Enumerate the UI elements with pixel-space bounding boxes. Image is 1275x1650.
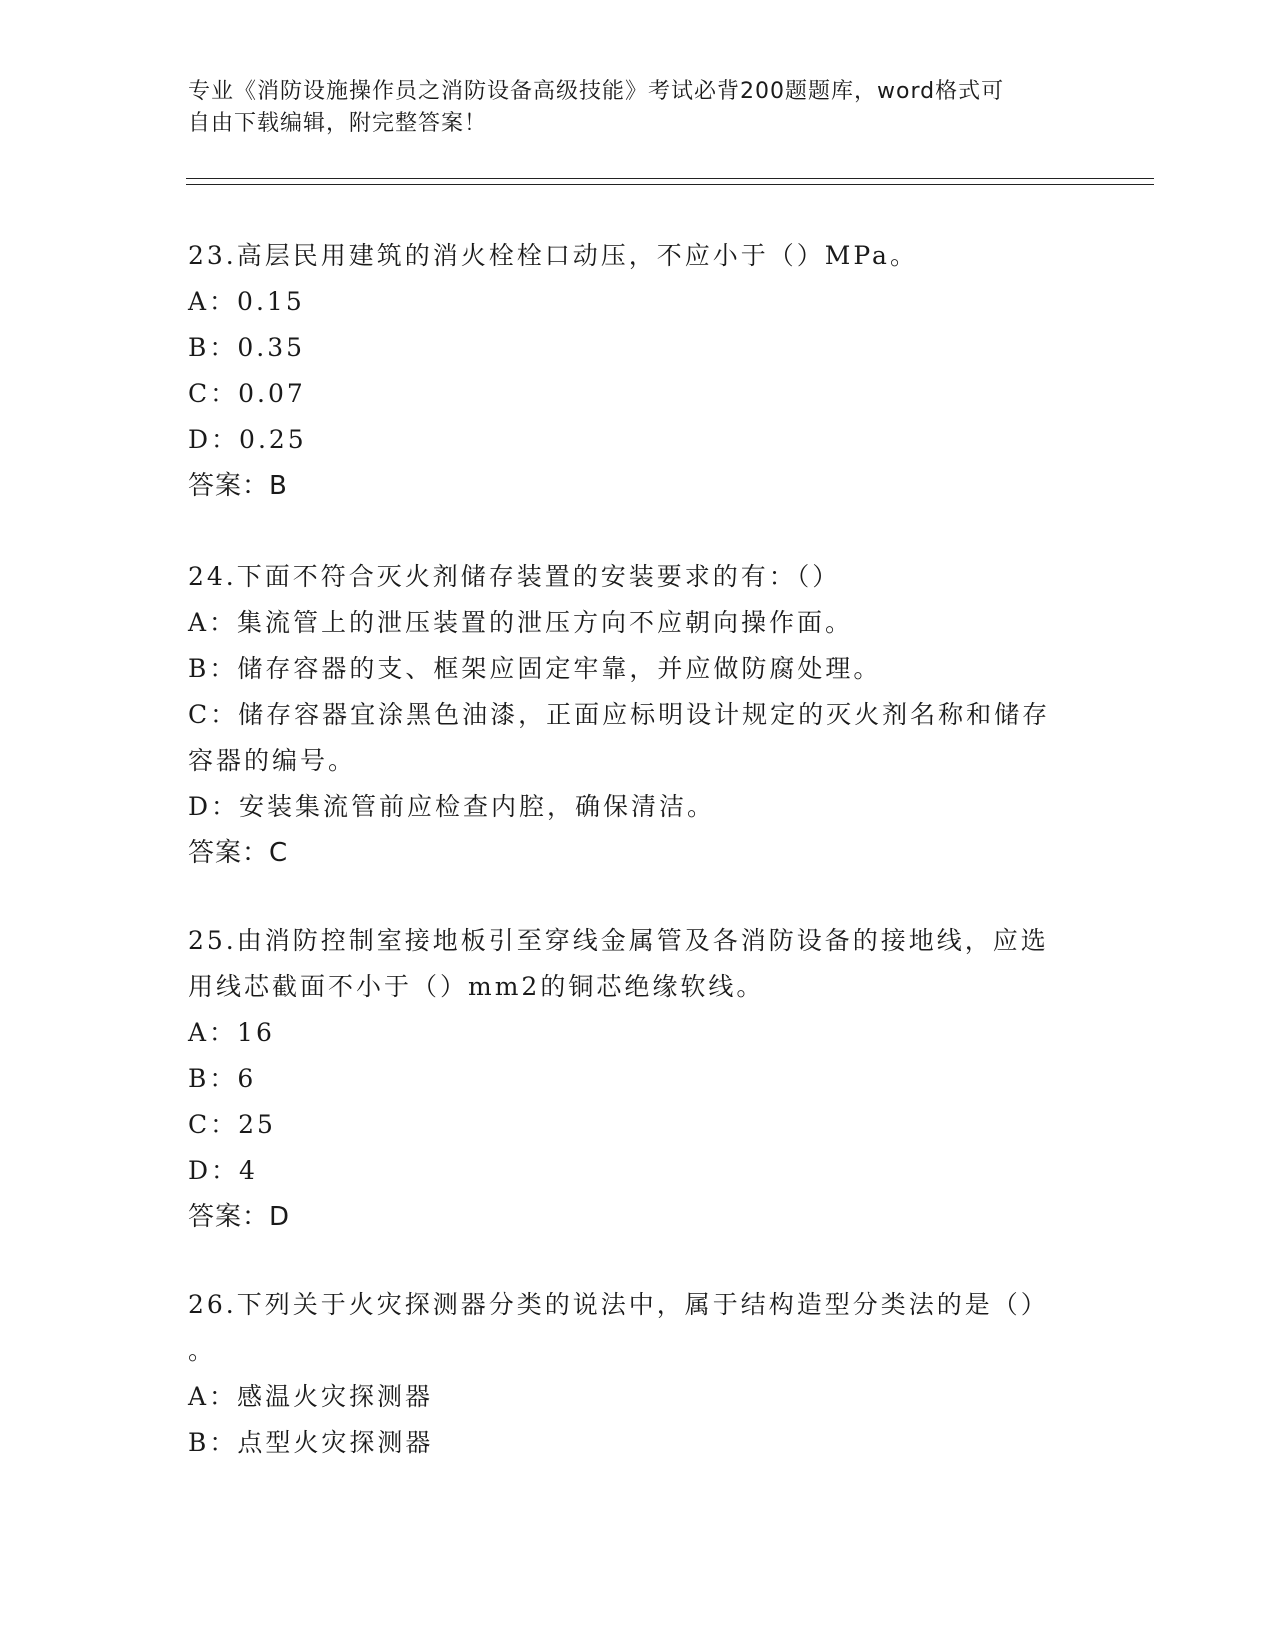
option-c: C：25 (188, 1110, 276, 1139)
option-c: C：储存容器宜涂黑色油漆，正面应标明设计规定的灭火剂名称和储存 (188, 700, 1051, 729)
answer-line: 答案：B (188, 471, 288, 501)
question-stem-continued: 。 (188, 1336, 217, 1365)
question-stem: 25.由消防控制室接地板引至穿线金属管及各消防设备的接地线，应选 (188, 926, 1049, 955)
option-b: B：点型火灾探测器 (188, 1428, 434, 1457)
answer-line: 答案：D (188, 1202, 291, 1232)
question-stem: 26.下列关于火灾探测器分类的说法中，属于结构造型分类法的是（） (188, 1290, 1049, 1319)
option-c: C：0.07 (188, 379, 306, 408)
question-24 (188, 554, 1088, 876)
question-stem: 24.下面不符合灭火剂储存装置的安装要求的有：（） (188, 562, 841, 591)
question-stem: 23.高层民用建筑的消火栓栓口动压，不应小于（）MPa。 (188, 241, 918, 270)
question-stem-continued: 用线芯截面不小于（）mm2的铜芯绝缘软线。 (188, 972, 765, 1001)
option-a: A：0.15 (188, 287, 305, 316)
header-divider-top (186, 178, 1154, 179)
answer-line: 答案：C (188, 838, 289, 868)
option-b: B：6 (188, 1064, 257, 1093)
option-a: A：感温火灾探测器 (188, 1382, 434, 1411)
header-line-2: 自由下载编辑，附完整答案！ (188, 111, 488, 136)
option-a: A：16 (188, 1018, 275, 1047)
option-c-continued: 容器的编号。 (188, 746, 357, 775)
header-line-1: 专业《消防设施操作员之消防设备高级技能》考试必背200题题库，word格式可 (188, 79, 1005, 104)
option-b: B：储存容器的支、框架应固定牢靠，并应做防腐处理。 (188, 654, 882, 683)
question-25 (188, 918, 1088, 1240)
option-d: D：安装集流管前应检查内腔，确保清洁。 (188, 792, 716, 821)
question-26 (188, 1282, 1088, 1466)
document-header (188, 76, 1068, 140)
question-23 (188, 233, 1088, 509)
option-a: A：集流管上的泄压装置的泄压方向不应朝向操作面。 (188, 608, 854, 637)
option-d: D：0.25 (188, 425, 307, 454)
option-d: D：4 (188, 1156, 258, 1185)
option-b: B：0.35 (188, 333, 306, 362)
header-divider-bottom (186, 184, 1154, 185)
